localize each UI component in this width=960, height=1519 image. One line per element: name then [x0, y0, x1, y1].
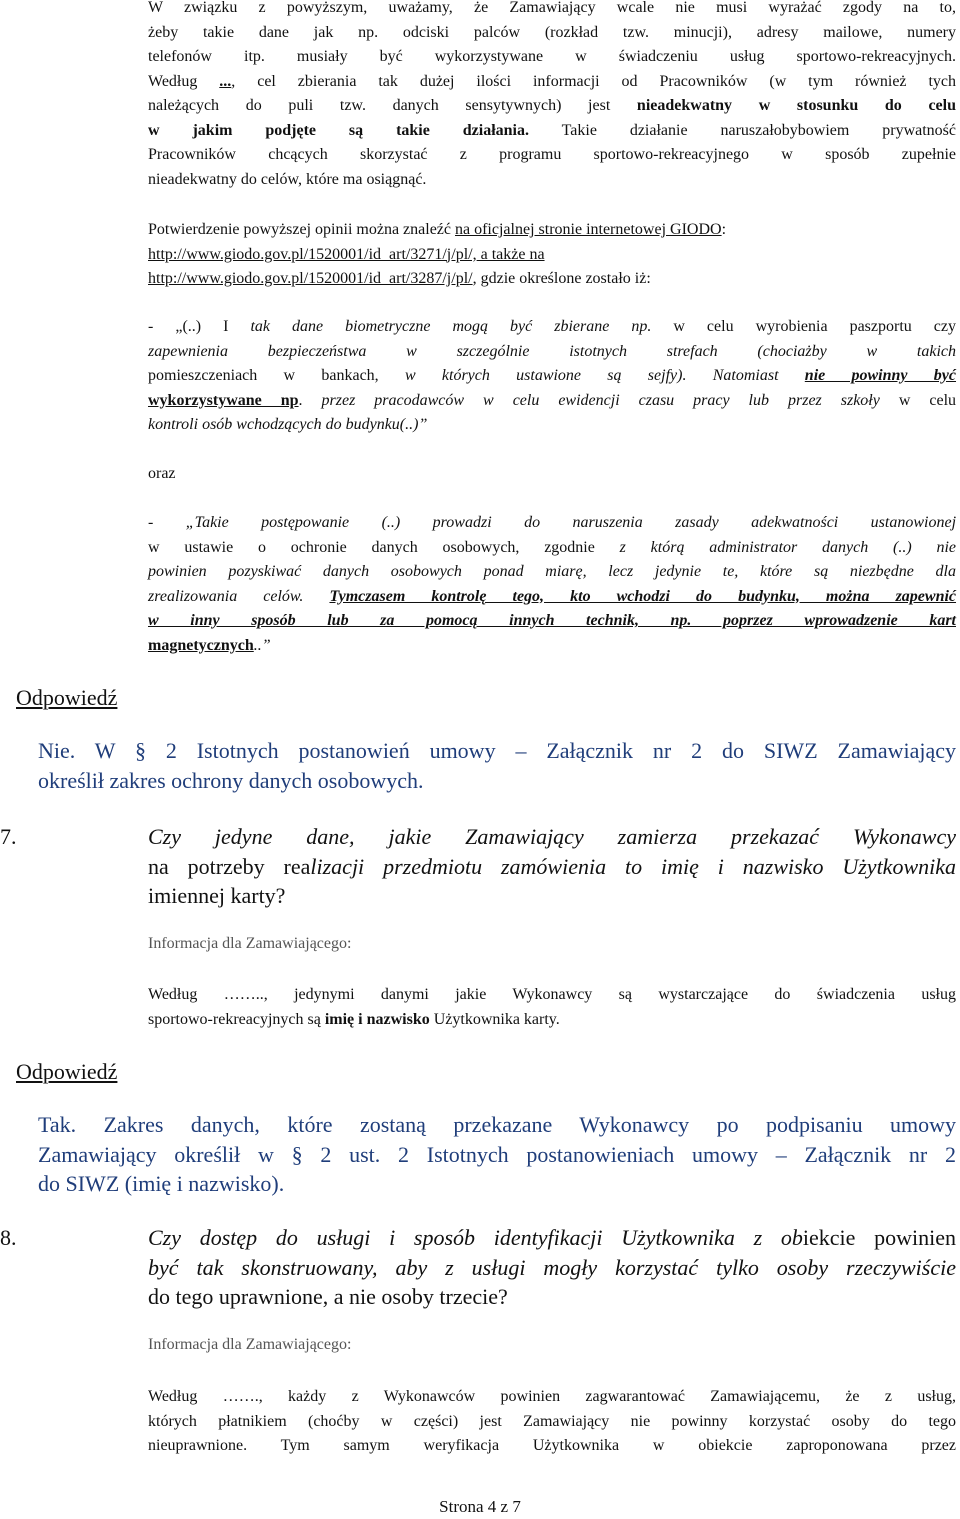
answer-7-text — [38, 1110, 956, 1199]
quote-italic-text: w których ustawione są sejfy). Natomiast — [404, 367, 805, 384]
intro-text: należących do puli tzw. danych sensytywnych) jest — [148, 97, 637, 114]
quote-emphasis-text: Tymczasem kontrolę tego, kto wchodzi do budynku, można zapewnić — [329, 587, 957, 605]
quote-text: - „(..) I — [148, 318, 251, 335]
question-line — [148, 852, 956, 882]
quote-italic-text: zrealizowania celów. — [148, 587, 330, 605]
oraz-text: oraz — [148, 465, 176, 482]
confirm-text: a także na — [476, 245, 545, 263]
quote-line — [148, 315, 956, 340]
intro-text: , cel zbierania tak dużej ilości informacji od Pracowników (w tym również tych — [231, 72, 956, 90]
answer-line: Tak. Zakres danych, które zostaną przekazane Wykonawcy po podpisaniu umowy — [38, 1112, 956, 1137]
intro-line: nieadekwatny do celów, które ma osiągnąć. — [148, 170, 427, 188]
quote-italic-text: prowadzi do naruszenia zasady adekwatności ustanowionej — [400, 514, 957, 531]
quote-emphasis-text: wykorzystywane np — [148, 391, 299, 409]
question-italic-text: lizacji przedmiotu zamówienia to imię i nazwisko Użytkownika — [310, 853, 956, 879]
confirm-text: : — [721, 221, 727, 238]
intro-line: Pracowników chcących skorzystać z programu sportowo-rekreacyjnego w sposób zupełnie — [148, 146, 956, 163]
quote-text: w celu wyrobienia paszportu czy — [651, 318, 956, 335]
intro-line — [148, 119, 956, 144]
info-bold-text: imię i nazwisko — [324, 1010, 430, 1028]
giodo-url-1[interactable]: http://www.giodo.gov.pl/1520001/id_art/3271/j/pl/, — [148, 245, 477, 263]
question-8-text — [148, 1223, 956, 1312]
question-line: imiennej karty? — [148, 883, 286, 908]
info-line: Według …….., jedynymi danymi jakie Wykonawcy są wystarczające do świadczenia usług — [148, 986, 956, 1003]
question-text: na potrzeby rea — [148, 853, 311, 879]
giodo-website-link[interactable]: na oficjalnej stronie internetowej GIODO — [455, 221, 722, 238]
confirmation-paragraph — [148, 218, 956, 292]
quote-emphasis-text: nie powinny być — [804, 367, 957, 384]
quote-line — [148, 389, 956, 414]
intro-text: Według — [148, 72, 220, 90]
question-8-info-text — [148, 1385, 956, 1459]
intro-text: Takie działanie naruszałobybowiem prywatność — [529, 121, 956, 139]
quote-italic-text: tak dane biometryczne mogą być zbierane np. — [250, 318, 652, 335]
quote-line — [148, 536, 956, 561]
quote-text: . — [298, 391, 322, 409]
info-line: nieuprawnione. Tym samym weryfikacja Użytkownika w obiekcie zaproponowana przez — [148, 1437, 956, 1454]
quote-line: kontroli osób wchodzących do budynku(..)” — [148, 416, 428, 433]
confirm-line — [148, 218, 956, 243]
question-line: Czy jedyne dane, jakie Zamawiający zamierza przekazać Wykonawcy — [148, 824, 956, 849]
quote-line: powinien pozyskiwać danych osobowych ponad miarę, lecz jedynie te, które są niezbędne dla — [148, 563, 956, 580]
intro-line: żeby takie dane jak np. odciski palców (rozkład tzw. minucji), adresy mailowe, numery — [148, 23, 956, 41]
info-line: Według ……., każdy z Wykonawców powinien zagwarantować Zamawiającemu, że z usług, — [148, 1388, 956, 1405]
confirm-line — [148, 267, 956, 292]
intro-paragraph — [148, 0, 956, 192]
quote-line — [148, 364, 956, 389]
quote-line — [148, 585, 956, 610]
quote-italic-text: z którą administrator danych (..) nie — [619, 538, 957, 556]
question-line: być tak skonstruowany, aby z usługi mogły korzystać tylko osoby rzeczywiście — [148, 1254, 956, 1280]
quote-line — [148, 511, 956, 536]
quote-adequacy — [148, 511, 956, 658]
intro-line — [148, 70, 956, 95]
quote-text: w celu — [879, 391, 957, 409]
quote-text: pomieszczeniach w bankach, — [148, 367, 405, 384]
intro-line — [148, 94, 956, 119]
question-7-info-label: Informacja dla Zamawiającego: — [148, 935, 352, 952]
confirm-text: , gdzie określone zostało iż: — [472, 270, 651, 287]
intro-line: W związku z powyższym, uważamy, że Zamawiający wcale nie musi wyrażać zgody na to, — [148, 0, 956, 16]
quote-line: w inny sposób lub za pomocą innych technik, np. poprzez wprowadzenie kart — [148, 612, 956, 629]
info-line: których płatnikiem (choćby w części) jest Zamawiający nie powinny korzystać osoby do tego — [148, 1412, 956, 1430]
question-7-number: 7. — [0, 824, 17, 849]
quote-line — [148, 634, 956, 659]
info-line — [148, 1008, 956, 1033]
quote-biometric — [148, 315, 956, 438]
quote-text: w ustawie o ochronie danych osobowych, zgodnie — [148, 538, 620, 556]
quote-line: zapewnienia bezpieczeństwa w szczególnie istotnych strefach (chociażby w takich — [148, 342, 956, 360]
quote-italic-text: ..” — [253, 636, 271, 654]
question-7-text — [148, 822, 956, 911]
giodo-url-2[interactable]: http://www.giodo.gov.pl/1520001/id_art/3287/j/pl/ — [148, 270, 473, 287]
question-8-info-label: Informacja dla Zamawiającego: — [148, 1336, 352, 1353]
answer-line: do SIWZ (imię i nazwisko). — [38, 1171, 285, 1196]
answer-line: Nie. W § 2 Istotnych postanowień umowy – Załącznik nr 2 do SIWZ Zamawiający — [38, 738, 956, 763]
intro-bold-text: w jakim podjęte są takie działania. — [148, 121, 529, 139]
intro-line: telefonów itp. musiały być wykorzystywane w świadczeniu usług sportowo-rekreacyjnych. — [148, 48, 956, 65]
answer-6-text — [38, 736, 956, 795]
answer-line: określił zakres ochrony danych osobowych. — [38, 767, 424, 793]
intro-bold-text: nieadekwatny w stosunku do celu — [636, 97, 956, 114]
info-text: Użytkownika karty. — [429, 1010, 560, 1028]
info-text: sportowo-rekreacyjnych są — [148, 1010, 325, 1028]
answer-heading: Odpowiedź — [16, 685, 118, 710]
answer-heading: Odpowiedź — [16, 1059, 118, 1084]
question-8-number: 8. — [0, 1225, 17, 1250]
question-text: iekcie powinien — [802, 1225, 956, 1250]
confirm-line — [148, 243, 956, 268]
answer-line: Zamawiający określił w § 2 ust. 2 Istotnych postanowieniach umowy – Załącznik nr 2 — [38, 1141, 956, 1167]
question-italic-text: Czy dostęp do usługi i sposób identyfikacji Użytkownika z ob — [148, 1225, 803, 1250]
question-line — [148, 1223, 956, 1253]
redacted-name: ... — [219, 72, 232, 90]
question-line: do tego uprawnione, a nie osoby trzecie? — [148, 1284, 508, 1309]
quote-emphasis-text: magnetycznych — [148, 636, 254, 654]
quote-italic-text: przez pracodawców w celu ewidencji czasu pracy lub przez szkoły — [321, 391, 880, 409]
confirm-text: Potwierdzenie powyższej opinii można znaleźć — [148, 221, 455, 238]
question-7-info-text — [148, 983, 956, 1032]
quote-italic-text: - „Takie postępowanie (..) — [148, 514, 401, 531]
page-number-footer: Strona 4 z 7 — [439, 1497, 521, 1516]
